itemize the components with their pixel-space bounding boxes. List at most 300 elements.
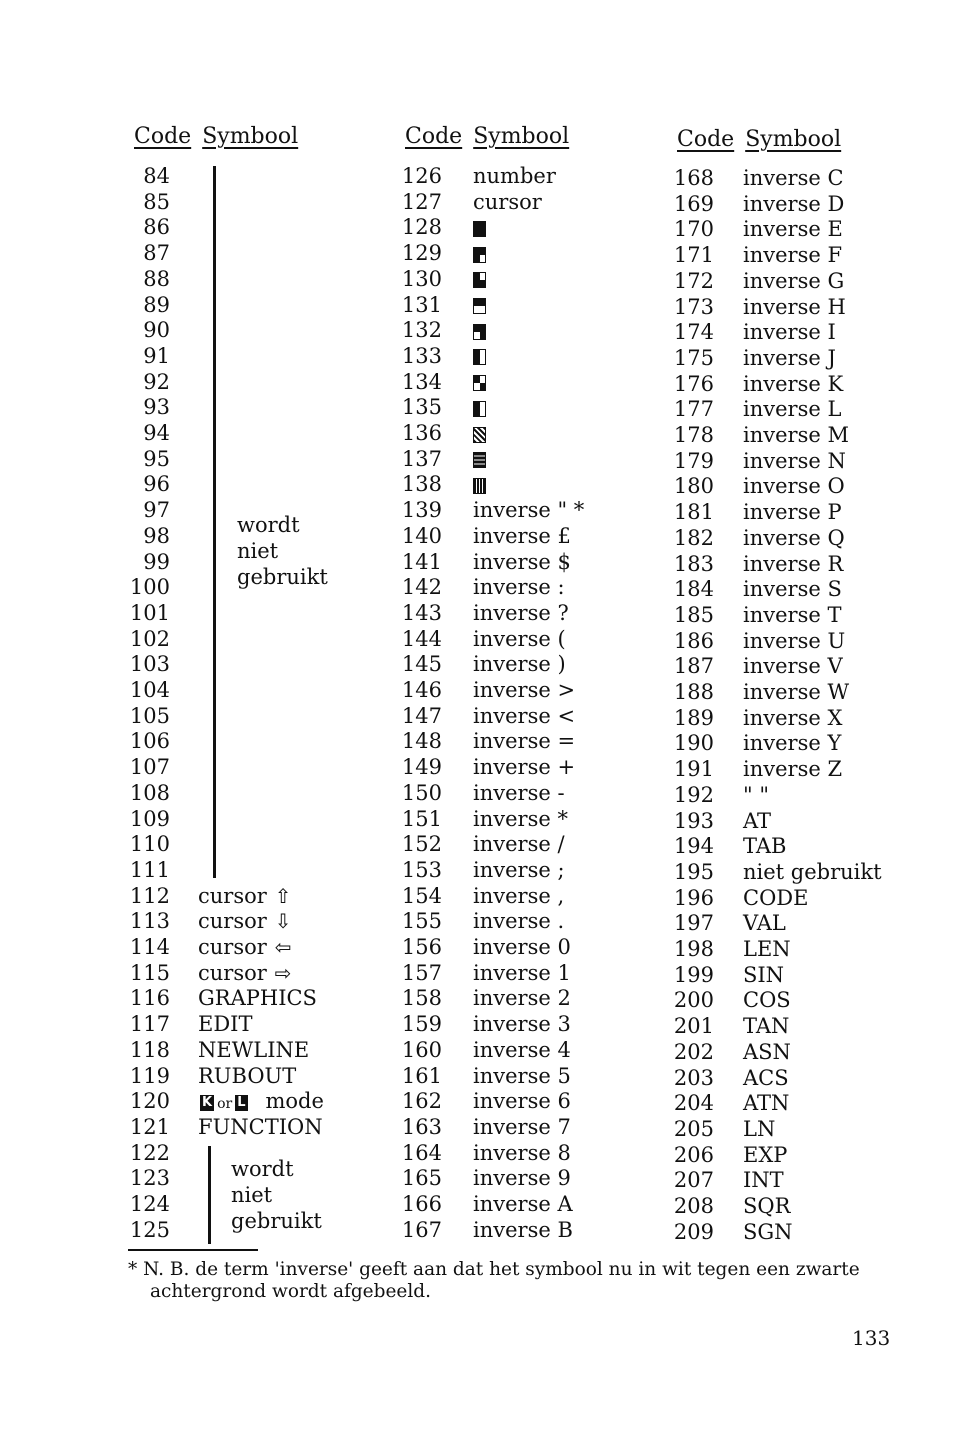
code-cell: 180: [673, 474, 714, 499]
symbol-text: inverse *: [473, 806, 568, 831]
symbol-cell: [473, 601, 569, 626]
code-cell: 142: [401, 575, 442, 600]
symbol-text: inverse ;: [473, 857, 565, 882]
footnote: [128, 1259, 860, 1303]
symbol-cell: [473, 472, 486, 497]
code-cell: 154: [401, 883, 442, 908]
table-row: [128, 1064, 378, 1089]
symbol-text: inverse 1: [473, 960, 571, 985]
table-row: [400, 884, 650, 909]
table-row: [128, 472, 378, 497]
symbol-text: inverse 2: [473, 986, 571, 1011]
table-row: [672, 474, 932, 499]
col3-header: [677, 127, 841, 152]
symbol-cell: [473, 164, 556, 189]
code-cell: 160: [401, 1037, 442, 1062]
code-cell: 141: [401, 549, 442, 574]
symbol-cell: [473, 858, 565, 883]
symbol-cell: [473, 575, 565, 600]
code-cell: 114: [129, 935, 170, 959]
symbol-text: inverse $: [473, 549, 571, 574]
symbol-text: inverse A: [473, 1192, 573, 1216]
symbol-cell: [473, 524, 571, 549]
table-row: [128, 909, 378, 934]
symbol-cell: ATN: [743, 1091, 790, 1116]
symbol-cell: inverse V: [743, 654, 843, 679]
code-cell: 195: [673, 859, 714, 884]
table-row: [400, 447, 650, 472]
code-cell: 157: [401, 960, 442, 985]
table-row: [400, 190, 650, 215]
symbol-text: inverse 5: [473, 1063, 571, 1088]
code-cell: 164: [401, 1140, 442, 1165]
table-row: [128, 293, 378, 318]
table-row: [400, 781, 650, 806]
table-row: [672, 988, 932, 1013]
symbol-text: inverse " *: [473, 498, 585, 523]
symbol-cell: [473, 652, 566, 677]
table-row: [400, 293, 650, 318]
code-cell: 125: [129, 1217, 170, 1242]
table-row: [672, 449, 932, 474]
code-cell: 183: [673, 551, 714, 576]
symbol-cell: niet gebruikt: [743, 859, 882, 884]
code-cell: 112: [129, 883, 170, 908]
graphic-block-icon: [473, 247, 486, 263]
code-cell: 196: [673, 885, 714, 910]
table-row: [672, 423, 932, 448]
symbol-cell: [198, 909, 292, 934]
code-cell: 84: [143, 164, 170, 188]
code-cell: 159: [401, 1012, 442, 1037]
code-cell: 123: [129, 1166, 170, 1191]
table-row: [672, 860, 932, 885]
code-cell: 184: [673, 577, 714, 602]
graphic-block-icon: [473, 272, 486, 288]
symbol-cell: CODE: [743, 885, 809, 910]
table-row: [400, 601, 650, 626]
table-row: [128, 164, 378, 189]
symbol-cell: inverse Z: [743, 757, 843, 782]
table-row: [128, 807, 378, 832]
symbol-text: inverse 9: [473, 1166, 571, 1191]
symbol-cell: INT: [743, 1168, 784, 1193]
symbol-text: FUNCTION: [198, 1114, 323, 1139]
symbol-cell: VAL: [743, 911, 786, 936]
unused-label-2-line3: gebruikt: [231, 1209, 322, 1233]
graphic-block-icon: [473, 401, 486, 417]
code-cell: 85: [143, 189, 170, 214]
code-cell: 106: [129, 729, 170, 754]
symbol-text: GRAPHICS: [198, 986, 317, 1011]
table-row: [400, 1064, 650, 1089]
code-cell: 130: [401, 266, 442, 291]
symbol-text: inverse <: [473, 703, 576, 728]
table-row: [672, 629, 932, 654]
symbol-text: inverse 8: [473, 1140, 571, 1165]
code-cell: 145: [401, 652, 442, 677]
code-cell: 166: [401, 1192, 442, 1216]
code-cell: 131: [401, 292, 442, 317]
symbol-cell: inverse N: [743, 448, 846, 473]
table-row: [400, 241, 650, 266]
symbol-cell: [473, 1218, 573, 1243]
code-cell: 198: [673, 937, 714, 961]
table-row: [400, 935, 650, 960]
symbol-text: cursor: [198, 935, 267, 959]
code-cell: 189: [673, 705, 714, 730]
table-row: [400, 1038, 650, 1063]
code-cell: 134: [401, 369, 442, 394]
symbol-cell: [473, 627, 566, 652]
symbol-cell: inverse F: [743, 243, 843, 268]
code-cell: 109: [129, 806, 170, 831]
table-row: [400, 344, 650, 369]
code-cell: 113: [129, 909, 170, 934]
code-cell: 119: [129, 1063, 170, 1088]
symbol-cell: TAB: [743, 834, 787, 859]
table-row: [400, 961, 650, 986]
symbol-cell: [473, 421, 486, 446]
symbol-cell: [473, 190, 542, 215]
table-row: [672, 886, 932, 911]
symbol-cell: inverse S: [743, 577, 842, 602]
table-row: [128, 395, 378, 420]
unused-label-1-line1: wordt: [237, 513, 300, 537]
code-cell: 179: [673, 448, 714, 473]
cursor-arrow-icon: ⇨: [274, 960, 292, 985]
code-cell: 163: [401, 1114, 442, 1139]
code-cell: 176: [673, 371, 714, 396]
symbol-cell: inverse Q: [743, 525, 845, 550]
unused-label-1-line3: gebruikt: [237, 565, 328, 589]
table-row: [400, 652, 650, 677]
footnote-line2: achtergrond wordt afgebeeld.: [150, 1281, 432, 1302]
code-cell: 111: [129, 857, 170, 882]
symbol-cell: [473, 293, 486, 318]
code-cell: 108: [129, 780, 170, 805]
symbol-cell: [473, 1192, 573, 1217]
table-row: [672, 500, 932, 525]
col1-symbol-header: Symbool: [202, 124, 299, 149]
symbol-cell: [473, 678, 575, 703]
code-cell: 143: [401, 600, 442, 625]
symbol-cell: [473, 215, 486, 240]
symbol-cell: inverse D: [743, 191, 845, 216]
table-row: [672, 397, 932, 422]
code-cell: 122: [129, 1140, 170, 1165]
symbol-cell: [473, 370, 486, 395]
code-cell: 115: [129, 960, 170, 985]
code-cell: 152: [401, 832, 442, 857]
table-row: [128, 986, 378, 1011]
code-cell: 97: [143, 498, 170, 523]
code-cell: 139: [401, 498, 442, 523]
symbol-cell: [473, 781, 565, 806]
symbol-text: cursor: [473, 189, 542, 214]
code-cell: 103: [129, 652, 170, 677]
table-row: [128, 935, 378, 960]
symbol-cell: SIN: [743, 962, 785, 987]
table-row: [672, 192, 932, 217]
symbol-cell: inverse M: [743, 423, 849, 447]
table-row: [400, 755, 650, 780]
code-cell: 101: [129, 600, 170, 625]
table-row: [672, 1220, 932, 1245]
symbol-text: inverse £: [473, 523, 571, 548]
table-row: [400, 524, 650, 549]
table-row: [128, 318, 378, 343]
code-cell: 121: [129, 1114, 170, 1139]
symbol-text: inverse =: [473, 729, 576, 754]
symbol-text: inverse :: [473, 575, 565, 600]
table-row: [128, 215, 378, 240]
symbol-cell: [473, 704, 575, 729]
code-cell: 171: [673, 243, 714, 268]
symbol-text: inverse 3: [473, 1012, 571, 1037]
code-cell: 162: [401, 1089, 442, 1114]
code-cell: 99: [143, 549, 170, 574]
table-row: [672, 1040, 932, 1065]
symbol-cell: inverse L: [743, 397, 842, 422]
code-cell: 175: [673, 345, 714, 370]
code-cell: 90: [143, 318, 170, 343]
table-row: [400, 909, 650, 934]
table-row: [400, 1218, 650, 1243]
symbol-cell: [473, 1064, 571, 1089]
symbol-cell: [473, 1141, 571, 1166]
code-cell: 116: [129, 986, 170, 1011]
table-row: [128, 370, 378, 395]
table-row: [672, 757, 932, 782]
code-column-1: [128, 164, 378, 1254]
code-cell: 92: [143, 369, 170, 394]
symbol-cell: inverse W: [743, 680, 850, 704]
code-cell: 124: [129, 1192, 170, 1216]
table-row: [672, 1194, 932, 1219]
symbol-text: cursor: [198, 960, 267, 985]
symbol-text: inverse ?: [473, 600, 569, 625]
code-cell: 197: [673, 911, 714, 936]
symbol-cell: SGN: [743, 1219, 793, 1244]
code-cell: 191: [673, 757, 714, 782]
table-row: [672, 295, 932, 320]
graphic-block-icon: [473, 427, 486, 443]
l-mode-icon: L: [237, 1094, 246, 1110]
table-row: [128, 447, 378, 472]
code-cell: 100: [129, 575, 170, 600]
code-cell: 182: [673, 525, 714, 550]
code-column-2: [400, 164, 650, 1254]
code-cell: 172: [673, 268, 714, 293]
table-row: [672, 1091, 932, 1116]
symbol-cell: inverse R: [743, 551, 844, 576]
symbol-cell: LN: [743, 1116, 776, 1141]
code-cell: 126: [401, 164, 442, 188]
table-row: [400, 1192, 650, 1217]
code-cell: 168: [673, 166, 714, 190]
symbol-cell: [198, 986, 317, 1011]
unused-label-2-line1: wordt: [231, 1157, 294, 1181]
code-cell: 201: [673, 1014, 714, 1039]
table-row: [128, 755, 378, 780]
table-row: [672, 243, 932, 268]
col3-symbol-header: Symbool: [745, 127, 842, 152]
symbol-text: inverse >: [473, 678, 576, 702]
symbol-cell: [473, 344, 486, 369]
bracket-line-unused-1: [213, 166, 216, 878]
code-cell: 110: [129, 832, 170, 857]
code-cell: 147: [401, 703, 442, 728]
table-row: [672, 706, 932, 731]
table-row: [672, 217, 932, 242]
code-cell: 95: [143, 446, 170, 471]
symbol-text: inverse 4: [473, 1037, 571, 1062]
cursor-arrow-icon: ⇧: [274, 883, 292, 908]
table-row: [672, 320, 932, 345]
symbol-text: number: [473, 164, 556, 188]
table-row: [672, 1014, 932, 1039]
symbol-text: inverse /: [473, 832, 565, 857]
code-cell: 144: [401, 626, 442, 651]
table-row: [400, 807, 650, 832]
graphic-block-icon: [473, 298, 486, 314]
table-row: [128, 858, 378, 883]
code-cell: 194: [673, 834, 714, 859]
table-row: [128, 884, 378, 909]
symbol-text: EDIT: [198, 1012, 253, 1037]
code-cell: 88: [143, 266, 170, 291]
code-cell: 96: [143, 472, 170, 497]
code-cell: 202: [673, 1039, 714, 1064]
code-cell: 140: [401, 523, 442, 548]
table-row: [400, 164, 650, 189]
col3-code-header: Code: [677, 127, 735, 152]
graphic-block-icon: [473, 375, 486, 391]
code-cell: 205: [673, 1116, 714, 1141]
symbol-cell: [473, 1038, 571, 1063]
symbol-text: inverse 7: [473, 1114, 571, 1139]
table-row: [400, 1166, 650, 1191]
code-cell: 165: [401, 1166, 442, 1191]
symbol-text: inverse ): [473, 652, 566, 677]
code-cell: 117: [129, 1012, 170, 1037]
symbol-cell: [473, 267, 486, 292]
code-cell: 128: [401, 215, 442, 240]
table-row: [672, 526, 932, 551]
table-row: [672, 166, 932, 191]
code-cell: 193: [673, 808, 714, 833]
table-row: [672, 1117, 932, 1142]
symbol-cell: TAN: [743, 1014, 790, 1039]
symbol-cell: [198, 1012, 252, 1037]
symbol-cell: inverse G: [743, 268, 845, 293]
table-row: [672, 346, 932, 371]
symbol-cell: inverse Y: [743, 731, 842, 756]
footnote-divider: [128, 1249, 258, 1251]
table-row: [400, 858, 650, 883]
table-row: [128, 421, 378, 446]
symbol-text: inverse 6: [473, 1089, 571, 1114]
symbol-cell: [200, 1089, 324, 1117]
graphic-block-icon: [473, 349, 486, 365]
symbol-text: RUBOUT: [198, 1063, 297, 1088]
k-mode-icon: K: [202, 1094, 213, 1110]
symbol-cell: [198, 935, 292, 960]
table-row: [128, 729, 378, 754]
symbol-cell: EXP: [743, 1142, 788, 1167]
code-cell: 187: [673, 654, 714, 679]
symbol-cell: inverse E: [743, 217, 843, 242]
code-cell: 167: [401, 1217, 442, 1242]
symbol-cell: inverse K: [743, 371, 844, 396]
table-row: [400, 498, 650, 523]
symbol-cell: [473, 1166, 571, 1191]
code-cell: 133: [401, 343, 442, 368]
graphic-block-icon: [473, 324, 486, 340]
code-cell: 104: [129, 678, 170, 702]
table-row: [672, 577, 932, 602]
code-cell: 149: [401, 755, 442, 780]
symbol-cell: [473, 318, 486, 343]
mode-text: mode: [265, 1089, 324, 1114]
symbol-cell: [473, 1012, 571, 1037]
table-row: [672, 680, 932, 705]
symbol-text: cursor: [198, 909, 267, 934]
symbol-cell: inverse O: [743, 474, 845, 499]
table-row: [400, 421, 650, 446]
symbol-cell: inverse P: [743, 500, 842, 525]
code-cell: 209: [673, 1219, 714, 1244]
table-row: [672, 963, 932, 988]
symbol-cell: inverse H: [743, 294, 846, 319]
table-row: [128, 1089, 378, 1114]
table-row: [672, 911, 932, 936]
table-row: [128, 704, 378, 729]
table-row: [128, 601, 378, 626]
symbol-cell: ASN: [743, 1039, 791, 1064]
symbol-cell: inverse T: [743, 602, 842, 627]
code-cell: 89: [143, 292, 170, 317]
table-row: [128, 1038, 378, 1063]
code-column-3: [672, 166, 922, 1256]
code-cell: 178: [673, 423, 714, 447]
graphic-block-icon: [473, 452, 486, 468]
symbol-cell: inverse U: [743, 628, 846, 653]
table-row: [672, 372, 932, 397]
symbol-cell: SQR: [743, 1194, 791, 1218]
cursor-arrow-icon: ⇦: [274, 935, 292, 959]
table-row: [128, 241, 378, 266]
unused-label-2-line2: niet: [231, 1183, 273, 1207]
table-row: [128, 627, 378, 652]
code-cell: 153: [401, 857, 442, 882]
footnote-line1: * N. B. de term 'inverse' geeft aan dat het symbool nu in wit tegen een zwarte: [128, 1259, 860, 1280]
symbol-cell: [473, 909, 564, 934]
code-cell: 118: [129, 1037, 170, 1062]
code-cell: 86: [143, 215, 170, 240]
code-cell: 148: [401, 729, 442, 754]
symbol-cell: inverse I: [743, 320, 836, 345]
table-row: [400, 318, 650, 343]
code-cell: 188: [673, 680, 714, 704]
symbol-text: inverse ,: [473, 883, 565, 908]
table-row: [672, 937, 932, 962]
table-row: [400, 832, 650, 857]
table-row: [400, 472, 650, 497]
cursor-arrow-icon: ⇩: [274, 909, 292, 934]
col1-header: [134, 124, 298, 149]
